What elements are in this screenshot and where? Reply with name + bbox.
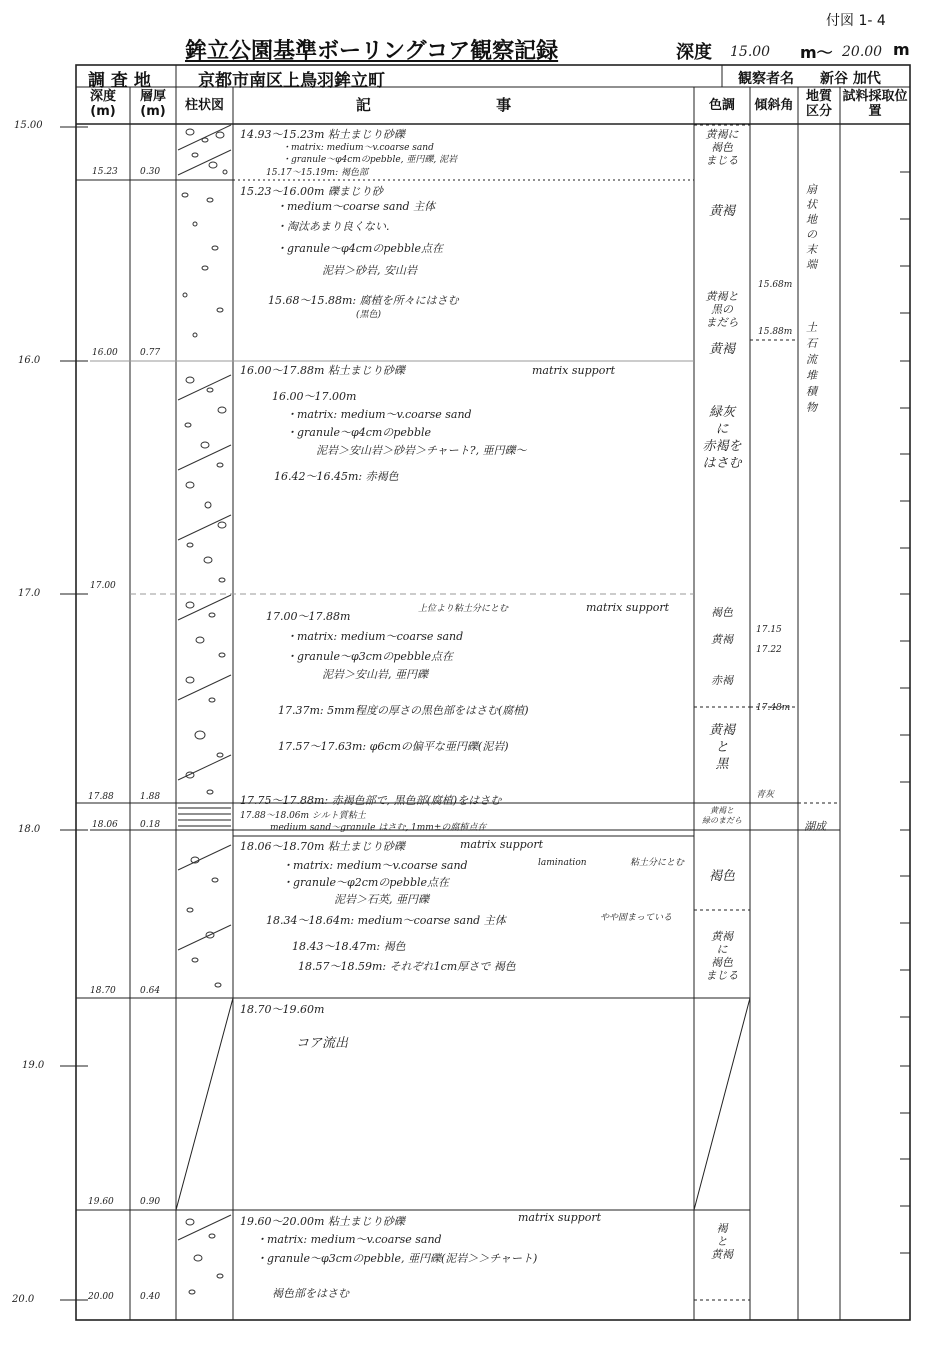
note: 17.88〜18.06m シルト質粘土 (240, 811, 366, 821)
depth-unit: m (893, 40, 910, 59)
header-dip: 傾斜角 (754, 98, 794, 113)
note: 16.42〜16.45m: 赤褐色 (274, 470, 399, 483)
note: ・matrix: medium〜v.coarse sand (256, 1233, 442, 1246)
note: 15.23〜16.00m 礫まじり砂 (240, 185, 383, 198)
layer-thickness: 0.64 (140, 986, 161, 996)
note: medium sand〜granule はさむ, 1mm±の腐植点在 (270, 823, 487, 833)
note: ・granule〜φ2cmのpebble点在 (282, 876, 450, 889)
layer-depth: 18.06 (92, 820, 118, 830)
note: matrix support (518, 1211, 601, 1224)
note: 15.17〜15.19m: 褐色部 (266, 168, 368, 178)
geology-note: 湖成 (804, 820, 826, 833)
note: ・matrix: medium〜v.coarse sand (286, 408, 472, 421)
note: ・granule〜φ3cmのpebble点在 (286, 650, 454, 663)
depth-tick: 19.0 (22, 1060, 45, 1071)
note: 15.68〜15.88m: 腐植を所々にはさむ (268, 294, 459, 307)
layer-thickness: 0.40 (140, 1292, 161, 1302)
depth-tick: 16.0 (18, 355, 41, 366)
color-note: 緑灰 に 赤褐を はさむ (702, 405, 742, 471)
depth-tick: 20.0 (12, 1294, 35, 1305)
note: ・medium〜coarse sand 主体 (276, 200, 436, 213)
note: 14.93〜15.23m 粘土まじり砂礫 (240, 128, 405, 141)
note: 粘土分にとむ (630, 858, 685, 868)
site-value: 京都市南区上鳥羽鉾立町 (198, 71, 385, 91)
note: ・granule〜φ4cmのpebble (286, 426, 432, 439)
header-color: 色調 (708, 98, 735, 113)
geology-note: 扇状地の末端 (806, 183, 817, 271)
dip-note: 17.48m (756, 703, 791, 713)
note: 18.57〜18.59m: それぞれ1cm厚さで 褐色 (298, 960, 516, 973)
note: ・淘汰あまり良くない. (276, 220, 390, 233)
layer-depth: 18.70 (90, 986, 116, 996)
note: 泥岩＞安山岩＞砂岩＞チャート?, 亜円礫〜 (316, 444, 527, 457)
dip-note: 17.15 (756, 625, 782, 635)
note: コア流出 (296, 1036, 349, 1051)
note: 17.37m: 5mm程度の厚さの黒色部をはさむ(腐植) (278, 704, 529, 717)
note: ・granule〜φ3cmのpebble, 亜円礫(泥岩＞＞チャート) (256, 1252, 538, 1265)
note: 17.75〜17.88m: 赤褐色部で, 黒色部(腐植)をはさむ (240, 794, 502, 807)
note: ・granule〜φ4cmのpebble, 亜円礫, 泥岩 (282, 155, 458, 165)
note: matrix support (532, 364, 615, 377)
observer-label: 観察者名 (738, 71, 794, 87)
layer-thickness: 0.18 (140, 820, 161, 830)
header-thickness: 層厚 (m) (139, 89, 166, 119)
layer-depth: 17.00 (90, 581, 116, 591)
color-note: 赤褐 (711, 674, 733, 687)
color-note: 黄褐 (708, 342, 735, 357)
note: 17.00〜17.88m (266, 610, 351, 623)
note: 18.43〜18.47m: 褐色 (292, 940, 406, 953)
dip-note: 17.22 (756, 645, 782, 655)
dip-note: 15.68m (758, 280, 793, 290)
header-depth: 深度 (m) (89, 89, 116, 119)
depth-to: 20.00 (842, 44, 883, 60)
header-column: 柱状図 (184, 98, 224, 113)
color-note: 褐色 (708, 869, 735, 884)
note: ・matrix: medium〜v.coarse sand (282, 859, 468, 872)
note: 上位より粘土分にとむ (418, 604, 509, 614)
note: 18.70〜19.60m (240, 1003, 325, 1016)
header-sampling: 試料採取位置 (842, 89, 908, 119)
page-title: 鉾立公園基準ボーリングコア観察記録 (185, 39, 559, 64)
color-note: 黄褐に 褐色 まじる (705, 128, 739, 167)
color-note: 褐 と 黄褐 (711, 1222, 733, 1261)
color-note: 褐色 (711, 606, 733, 619)
layer-depth: 15.23 (92, 167, 118, 177)
note: ・granule〜φ4cmのpebble点在 (276, 242, 444, 255)
depth-range-label: 深度 (676, 42, 712, 63)
note: 16.00〜17.88m 粘土まじり砂礫 (240, 364, 405, 377)
depth-sep: m〜 (800, 43, 833, 62)
layer-thickness: 0.77 (140, 348, 161, 358)
layer-depth: 19.60 (88, 1197, 114, 1207)
depth-tick: 18.0 (18, 824, 41, 835)
color-note: 黄褐 (711, 633, 733, 646)
note: 泥岩＞砂岩, 安山岩 (322, 264, 417, 277)
layer-depth: 16.00 (92, 348, 118, 358)
note: 泥岩＞安山岩, 亜円礫 (322, 668, 428, 681)
color-note: 黄褐と 緑のまだら (702, 806, 742, 825)
observer-value: 新谷 加代 (820, 71, 881, 87)
geology-note: 土石流堆積物 (806, 321, 817, 414)
note: 18.34〜18.64m: medium〜coarse sand 主体 (266, 914, 506, 927)
color-note: 黄褐 (708, 204, 735, 219)
note: 18.06〜18.70m 粘土まじり砂礫 (240, 840, 405, 853)
note: matrix support (460, 838, 543, 851)
note: matrix support (586, 601, 669, 614)
site-label: 調 査 地 (88, 71, 151, 91)
color-note: 黄褐と 黒の まだら (705, 290, 739, 329)
note: やや固まっている (600, 913, 673, 923)
layer-thickness: 0.30 (140, 167, 161, 177)
depth-tick: 15.00 (14, 120, 43, 131)
note: 19.60〜20.00m 粘土まじり砂礫 (240, 1215, 405, 1228)
color-note: 黄褐 と 黒 (708, 723, 735, 772)
layer-thickness: 1.88 (140, 792, 161, 802)
appendix-label: 付図 1- 4 (826, 13, 886, 29)
note: 16.00〜17.00m (272, 390, 357, 403)
note: 17.57〜17.63m: φ6cmの偏平な亜円礫(泥岩) (278, 740, 509, 753)
note: lamination (538, 858, 587, 868)
note: (黒色) (356, 310, 382, 320)
layer-depth: 17.88 (88, 792, 114, 802)
layer-depth: 20.00 (88, 1292, 114, 1302)
depth-tick: 17.0 (18, 588, 41, 599)
depth-from: 15.00 (730, 44, 771, 60)
note: 褐色部をはさむ (272, 1287, 349, 1300)
dip-note: 15.88m (758, 327, 793, 337)
color-note: 黄褐 に 褐色 まじる (705, 930, 739, 982)
layer-thickness: 0.90 (140, 1197, 161, 1207)
note: 泥岩＞石英, 亜円礫 (334, 893, 429, 906)
header-geology: 地質区分 (805, 89, 832, 119)
note: ・matrix: medium〜coarse sand (286, 630, 464, 643)
header-description: 記 事 (355, 96, 572, 114)
dip-note: 青灰 (756, 790, 775, 800)
note: ・matrix: medium〜v.coarse sand (282, 143, 434, 153)
